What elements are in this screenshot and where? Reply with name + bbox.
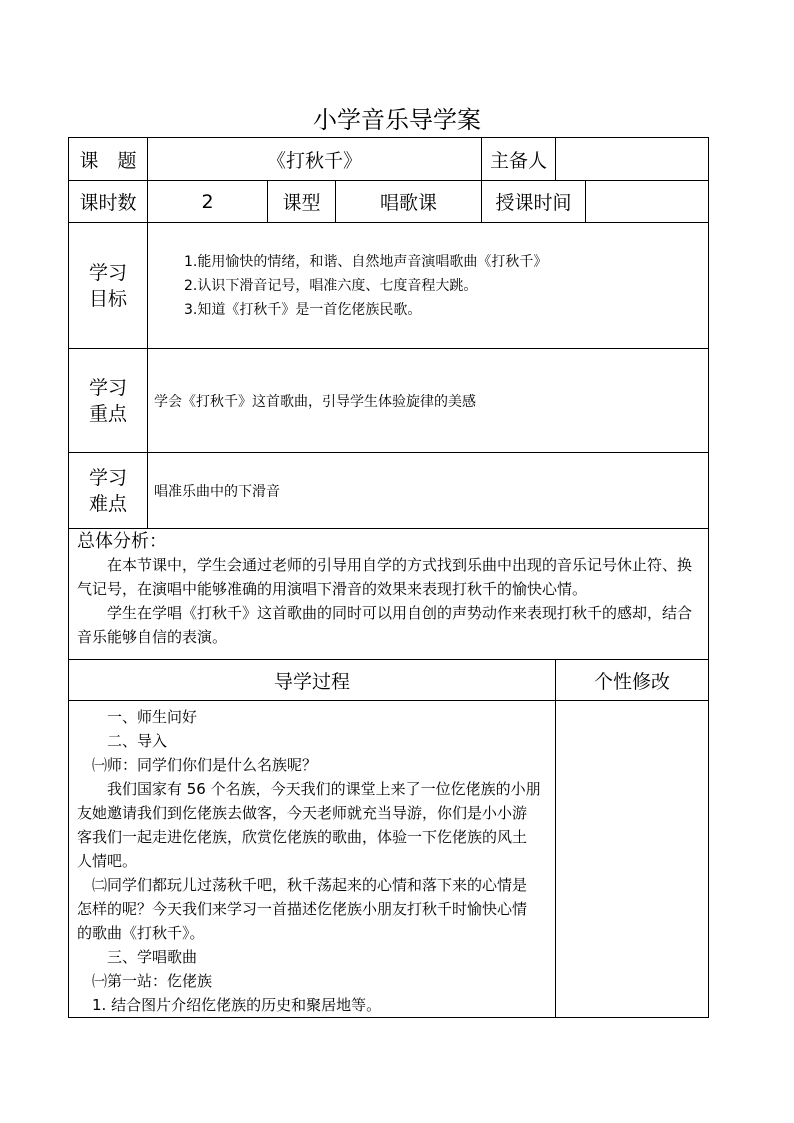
analysis-heading: 总体分析：	[77, 531, 167, 552]
lesson-plan-table	[68, 137, 709, 1018]
page-title: 小学音乐导学案	[313, 106, 481, 134]
revision-header: 个性修改	[556, 660, 709, 701]
hours-label: 课时数	[69, 181, 148, 223]
type-label: 课型	[268, 181, 336, 223]
goal-item: 3.知道《打秋千》是一首仡佬族民歌。	[184, 301, 422, 318]
topic-label: 课 题	[69, 138, 148, 181]
hours-value: 2	[148, 181, 268, 223]
process-line: 三、学唱歌曲	[107, 948, 198, 966]
row-hours	[69, 181, 709, 223]
difficulty-text: 唱准乐曲中的下滑音	[148, 453, 709, 529]
goals-list	[148, 223, 709, 349]
process-line: ㈡同学们都玩儿过荡秋千吧，秋千荡起来的心情和落下来的心情是怎样的呢？今天我们来学习一首描述仡佬族小朋友打秋千时愉快心情的歌曲《打秋千》。	[77, 876, 528, 942]
row-topic	[69, 138, 709, 181]
row-analysis	[69, 529, 709, 660]
focus-label: 学习 重点	[69, 349, 148, 453]
process-cell	[69, 701, 556, 1018]
topic-value: 《打秋千》	[148, 138, 482, 181]
preparer-value	[556, 138, 709, 181]
process-line: 二、导入	[107, 732, 168, 750]
goals-label: 学习 目标	[69, 223, 148, 349]
process-header: 导学过程	[69, 660, 556, 701]
goal-item: 1.能用愉快的情绪，和谐、自然地声音演唱歌曲《打秋千》	[184, 253, 548, 270]
revision-cell	[556, 701, 709, 1018]
time-value	[586, 181, 709, 223]
process-line: 我们国家有 56 个名族，今天我们的课堂上来了一位仡佬族的小朋友她邀请我们到仡佬族去做客，今天老师就充当导游，你们是小小游客我们一起走进仡佬族，欣赏仡佬族的歌曲，体验一下仡佬族的风土人情吧。	[77, 780, 541, 870]
row-process-header	[69, 660, 709, 701]
preparer-label: 主备人	[482, 138, 556, 181]
process-line: ㈠第一站：仡佬族	[92, 972, 213, 990]
process-line: ㈠师：同学们你们是什么名族呢？	[92, 756, 318, 774]
focus-text: 学会《打秋千》这首歌曲，引导学生体验旋律的美感	[148, 349, 709, 453]
goal-item: 2.认识下滑音记号，唱准六度、七度音程大跳。	[184, 277, 478, 294]
process-line: 一、师生问好	[107, 708, 198, 726]
analysis-cell	[69, 529, 709, 660]
analysis-paragraph: 在本节课中，学生会通过老师的引导用自学的方式找到乐曲中出现的音乐记号休止符、换气记号，在演唱中能够准确的用演唱下滑音的效果来表现打秋千的愉快心情。	[77, 556, 693, 598]
difficulty-label: 学习 难点	[69, 453, 148, 529]
process-line: 1. 结合图片介绍仡佬族的历史和聚居地等。	[92, 996, 382, 1014]
row-difficulty	[69, 453, 709, 529]
row-goals	[69, 223, 709, 349]
analysis-paragraph: 学生在学唱《打秋千》这首歌曲的同时可以用自创的声势动作来表现打秋千的感却，结合音乐能够自信的表演。	[77, 604, 693, 646]
row-focus	[69, 349, 709, 453]
time-label: 授课时间	[482, 181, 586, 223]
type-value: 唱歌课	[336, 181, 482, 223]
row-process	[69, 701, 709, 1018]
